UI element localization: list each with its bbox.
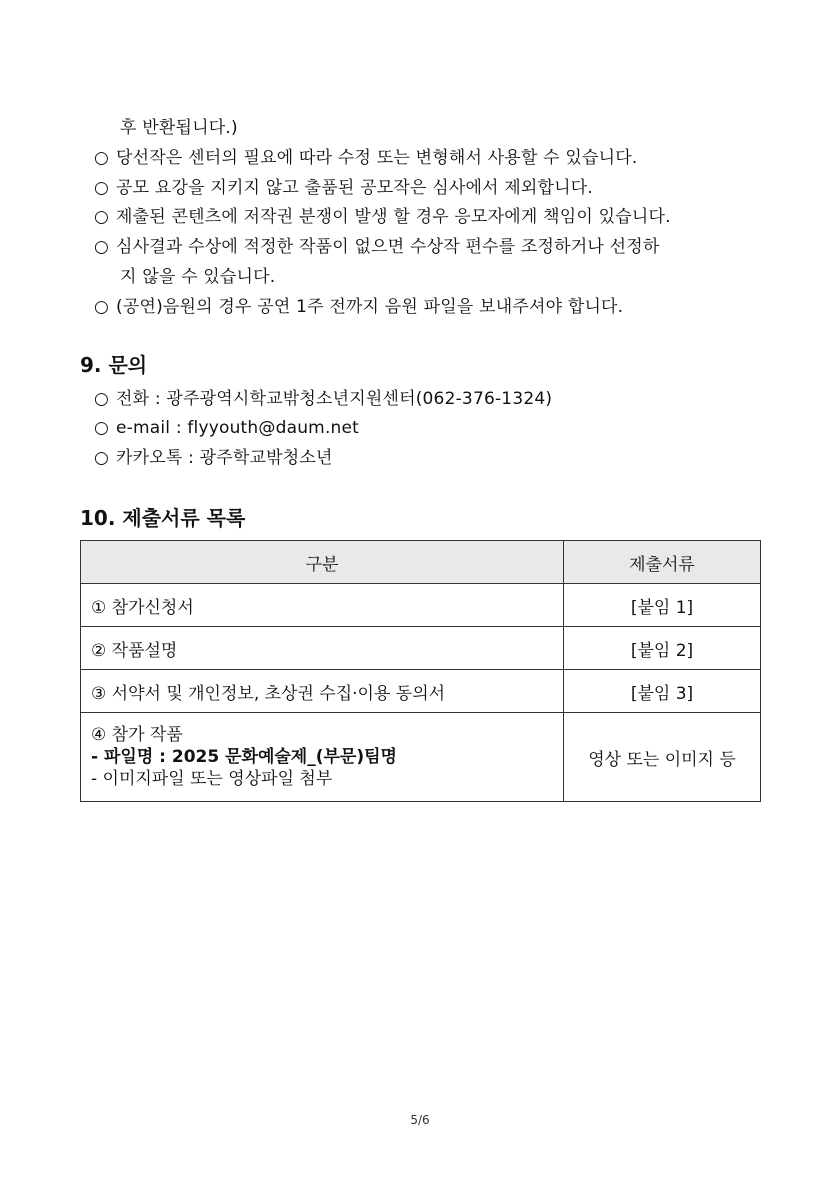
continuation-text: 후 반환됩니다.) [120,118,238,138]
page-number: 5/6 [410,1113,430,1127]
header-category: 구분 [81,541,564,584]
row-label: ① 참가신청서 [81,584,564,627]
table-row [81,627,761,670]
submission-documents-table [80,540,761,802]
contact-item [94,447,333,469]
note-item [94,236,660,258]
note-item-text: 공모 요강을 지키지 않고 출품된 공모작은 심사에서 제외합니다. [116,178,594,198]
note-item-text: 당선작은 센터의 필요에 따라 수정 또는 변형해서 사용할 수 있습니다. [116,148,638,168]
row-attachment-note: - 이미지파일 또는 영상파일 첨부 [91,769,333,789]
row-document: [붙임 2] [564,627,761,670]
header-documents: 제출서류 [564,541,761,584]
contact-item [94,417,359,439]
note-item [94,296,623,318]
note-item-text: 제출된 콘텐츠에 저작권 분쟁이 발생 할 경우 응모자에게 책임이 있습니다. [116,207,671,227]
contact-kakaotalk: 카카오톡 : 광주학교밖청소년 [116,448,333,468]
row-label: ② 작품설명 [81,627,564,670]
row-filename-rule: - 파일명 : 2025 문화예술제_(부문)팀명 [91,747,397,767]
note-item [94,147,637,169]
circle-bullet-icon: ○ [94,207,110,227]
note-item-continuation: 지 않을 수 있습니다. [120,267,276,287]
circle-bullet-icon: ○ [94,418,110,438]
contact-item [94,388,552,410]
row-label-multiline [81,713,564,802]
circle-bullet-icon: ○ [94,237,110,257]
circle-bullet-icon: ○ [94,297,110,317]
note-item-text: (공연)음원의 경우 공연 1주 전까지 음원 파일을 보내주셔야 합니다. [116,297,624,317]
row-document: [붙임 3] [564,670,761,713]
contact-email: e-mail : flyyouth@daum.net [116,418,360,438]
circle-bullet-icon: ○ [94,178,110,198]
table-header-row [81,541,761,584]
circle-bullet-icon: ○ [94,389,110,409]
section-10-title: 10. 제출서류 목록 [80,506,246,530]
row-document: [붙임 1] [564,584,761,627]
table-row [81,584,761,627]
note-item [94,206,671,228]
note-item [94,177,593,199]
row-label: ④ 참가 작품 [91,725,183,745]
row-document: 영상 또는 이미지 등 [564,713,761,802]
contact-phone: 전화 : 광주광역시학교밖청소년지원센터(062-376-1324) [116,389,553,409]
section-9-title: 9. 문의 [80,353,148,377]
table-row [81,670,761,713]
circle-bullet-icon: ○ [94,148,110,168]
table-row [81,713,761,802]
note-item-text: 심사결과 수상에 적정한 작품이 없으면 수상작 편수를 조정하거나 선정하 [116,237,660,257]
row-label: ③ 서약서 및 개인정보, 초상권 수집·이용 동의서 [81,670,564,713]
circle-bullet-icon: ○ [94,448,110,468]
